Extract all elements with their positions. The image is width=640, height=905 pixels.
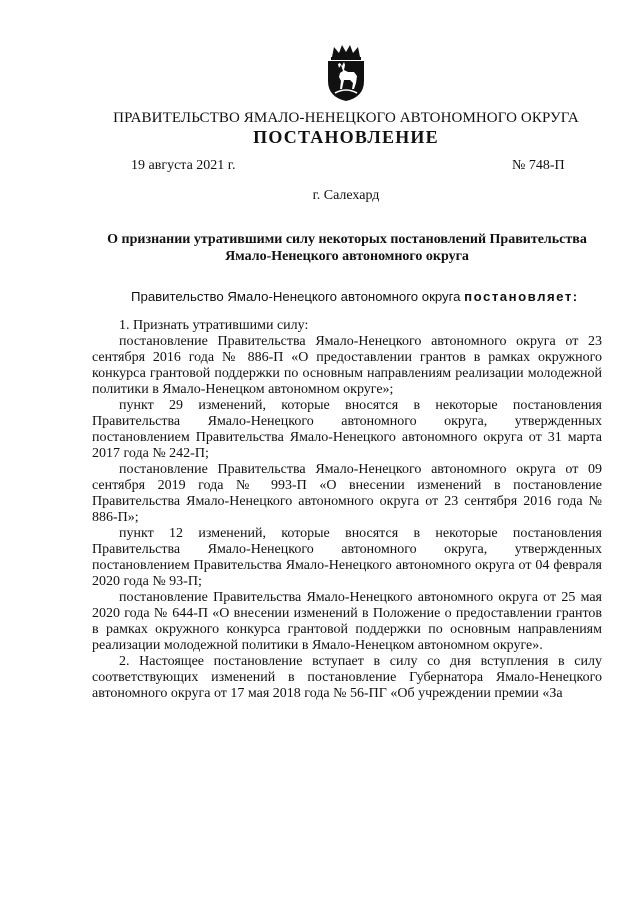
government-title: ПРАВИТЕЛЬСТВО ЯМАЛО-НЕНЕЦКОГО АВТОНОМНОГО ОКРУГА	[113, 110, 579, 126]
paragraph: 1. Признать утратившими силу:	[119, 318, 309, 333]
paragraph: постановление Правительства Ямало-Ненецкого автономного округа от 25 мая 2020 года № 644-П «О внесении изменений в Положение о предоставлении грантов в рамках окружного конкурса грантовой поддержки по основным направлениям реализации молодежной политики в Ямало-Ненецком автономном округе».	[92, 590, 602, 653]
paragraph: постановление Правительства Ямало-Ненецкого автономного округа от 23 сентября 2016 года № 886-П «О предоставлении грантов в рамках окружного конкурса грантовой поддержки по основным направлениям реализации молодежной политики в Ямало-Ненецком автономном округе»;	[92, 334, 602, 397]
preamble-emphasis: постановляет:	[464, 289, 579, 304]
document-heading: О признании утратившими силу некоторых постановлений Правительства Ямало-Ненецкого автономного округа	[107, 232, 587, 264]
document-number: № 748-П	[512, 158, 565, 173]
paragraph: пункт 29 изменений, которые вносятся в некоторые постановления Правительства Ямало-Ненецкого автономного округа, утвержденных постановлением Правительства Ямало-Ненецкого автономного округа от 31 марта 2017 года № 242-П;	[92, 398, 602, 461]
preamble-text: Правительство Ямало-Ненецкого автономного округа	[131, 289, 461, 304]
coat-of-arms-icon	[322, 43, 370, 103]
document-body	[92, 318, 602, 702]
document-type: ПОСТАНОВЛЕНИЕ	[253, 127, 439, 147]
paragraph: постановление Правительства Ямало-Ненецкого автономного округа от 09 сентября 2019 года № 993-П «О внесении изменений в постановление Правительства Ямало-Ненецкого автономного округа от 23 сентября 2016 года № 886-П»;	[92, 462, 602, 525]
document-date: 19 августа 2021 г.	[131, 158, 236, 173]
paragraph: 2. Настоящее постановление вступает в силу со дня вступления в силу соответствующих изменений в постановление Губернатора Ямало-Ненецкого автономного округа от 17 мая 2018 года № 56-ПГ «Об учреждении премии «За	[92, 654, 602, 701]
paragraph: пункт 12 изменений, которые вносятся в некоторые постановления Правительства Ямало-Ненецкого автономного округа, утвержденных постановлением Правительства Ямало-Ненецкого автономного округа от 04 февраля 2020 года № 93-П;	[92, 526, 602, 589]
document-city: г. Салехард	[312, 188, 380, 203]
preamble	[131, 289, 579, 304]
